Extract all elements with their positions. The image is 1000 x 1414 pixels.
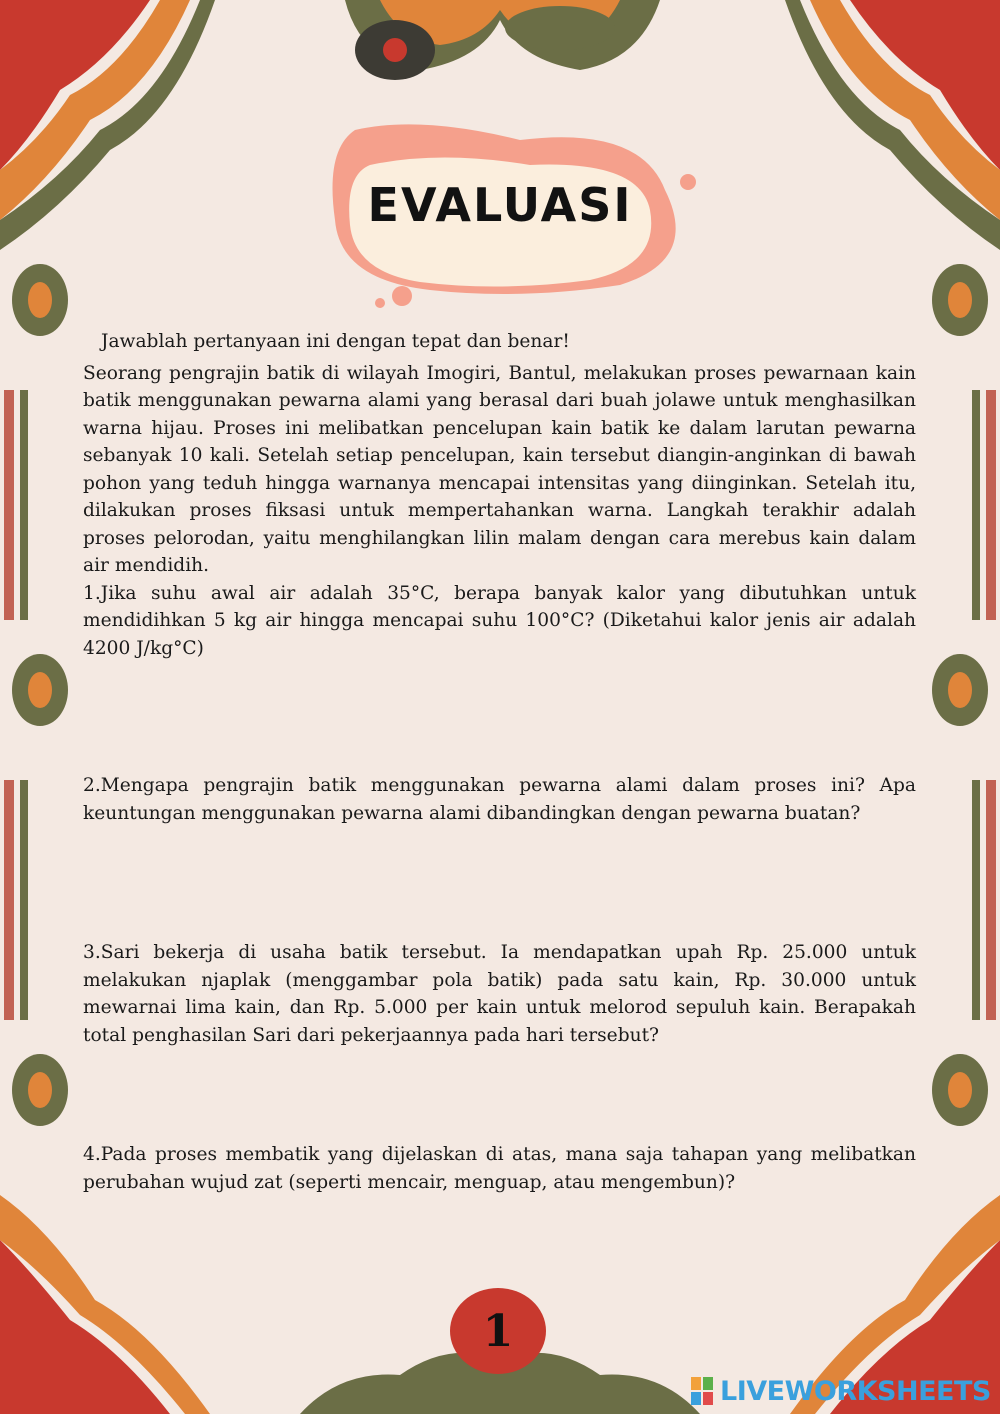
page-number-badge: 1 [450, 1288, 546, 1374]
question-2: 2.Mengapa pengrajin batik menggunakan pewarna alami dalam proses ini? Apa keuntungan menggunakan pewarna alami dibandingkan dengan pewarna buatan? [83, 775, 916, 824]
liveworksheets-watermark [690, 1374, 991, 1408]
worksheet-content [83, 328, 916, 1196]
liveworksheets-logo-icon [690, 1376, 716, 1406]
question-1: 1.Jika suhu awal air adalah 35°C, berapa banyak kalor yang dibutuhkan untuk mendidihkan 5 kg air hingga mencapai suhu 100°C? (Diketahui kalor jenis air adalah 4200 J/kg°C) [83, 582, 916, 659]
question-3: 3.Sari bekerja di usaha batik tersebut. Ia mendapatkan upah Rp. 25.000 untuk melakukan njaplak (menggambar pola batik) pada satu kain, Rp. 30.000 untuk mewarnai lima kain, dan Rp. 5.000 per kain untuk melorod sepuluh kain. Berapakah total penghasilan Sari dari pekerjaannya pada hari tersebut? [83, 942, 916, 1046]
question-4: 4.Pada proses membatik yang dijelaskan di atas, mana saja tahapan yang melibatkan perubahan wujud zat (seperti mencair, menguap, atau mengembun)? [83, 1144, 916, 1193]
instruction-text: Jawablah pertanyaan ini dengan tepat dan benar! [101, 331, 570, 352]
page-title: EVALUASI [367, 178, 633, 232]
reading-passage: Seorang pengrajin batik di wilayah Imogiri, Bantul, melakukan proses pewarnaan kain batik menggunakan pewarna alami yang berasal dari buah jolawe untuk menghasilkan warna hijau. Proses ini melibatkan pencelupan kain batik ke dalam larutan pewarna sebanyak 10 kali. Setelah setiap pencelupan, kain tersebut diangin-anginkan di bawah pohon yang teduh hingga warnanya mencapai intensitas yang diinginkan. Setelah itu, dilakukan proses fiksasi untuk mempertahankan warna. Langkah terakhir adalah proses pelorodan, yaitu menghilangkan lilin malam dengan cara merebus kain dalam air mendidih. [83, 362, 916, 576]
watermark-text: LIVEWORKSHEETS [720, 1375, 991, 1407]
